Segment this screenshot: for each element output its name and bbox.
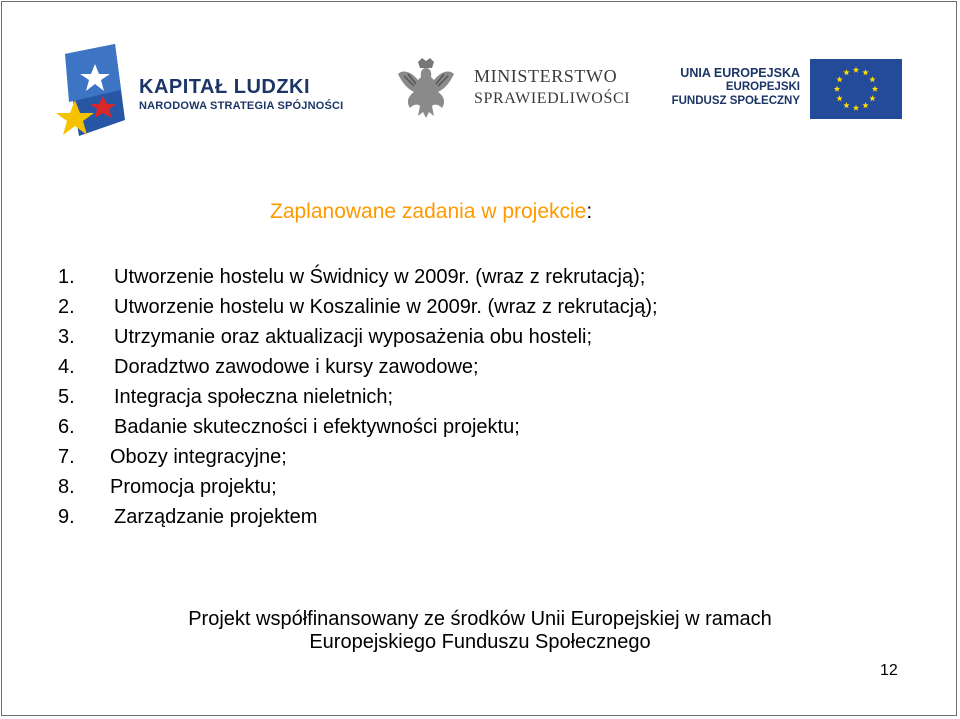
footer-line2: Europejskiego Funduszu Społecznego bbox=[309, 631, 651, 653]
list-item-number: 3. bbox=[58, 325, 75, 348]
task-list bbox=[58, 262, 658, 532]
eu-line1: UNIA EUROPEJSKA bbox=[680, 66, 800, 80]
list-item-number: 4. bbox=[58, 355, 75, 378]
list-item bbox=[58, 292, 658, 322]
list-item-number: 8. bbox=[58, 475, 75, 498]
page-number: 12 bbox=[880, 662, 898, 679]
polish-eagle-icon bbox=[396, 58, 456, 122]
list-item bbox=[58, 322, 658, 352]
list-item-text: Promocja projektu; bbox=[110, 475, 277, 498]
list-item-text: Badanie skuteczności i efektywności projektu; bbox=[114, 415, 520, 438]
eu-line2: EUROPEJSKI bbox=[725, 81, 800, 93]
list-item-text: Integracja społeczna nieletnich; bbox=[114, 385, 394, 408]
list-item bbox=[58, 262, 658, 292]
list-item bbox=[58, 412, 658, 442]
list-item-number: 1. bbox=[58, 265, 75, 288]
eu-line3: FUNDUSZ SPOŁECZNY bbox=[671, 95, 800, 107]
list-item-number: 2. bbox=[58, 295, 75, 318]
heading-colon: : bbox=[586, 200, 593, 223]
list-item-text: Utworzenie hostelu w Koszalinie w 2009r. (wraz z rekrutacją); bbox=[114, 295, 658, 318]
funding-footer bbox=[0, 608, 960, 654]
ministry-line1: MINISTERSTWO bbox=[474, 66, 618, 86]
kapital-ludzki-subtitle: NARODOWA STRATEGIA SPÓJNOŚCI bbox=[139, 100, 344, 112]
ministry-line2: SPRAWIEDLIWOŚCI bbox=[474, 90, 631, 107]
list-item-number: 9. bbox=[58, 505, 75, 528]
list-item bbox=[58, 442, 658, 472]
list-item-text: Utrzymanie oraz aktualizacji wyposażenia obu hosteli; bbox=[114, 325, 593, 348]
list-item-text: Zarządzanie projektem bbox=[114, 505, 318, 528]
slide-heading bbox=[270, 200, 592, 224]
list-item-text: Utworzenie hostelu w Świdnicy w 2009r. (wraz z rekrutacją); bbox=[114, 265, 646, 288]
list-item-number: 7. bbox=[58, 445, 75, 468]
list-item bbox=[58, 382, 658, 412]
list-item-number: 5. bbox=[58, 385, 75, 408]
kapital-ludzki-title: KAPITAŁ LUDZKI bbox=[139, 76, 311, 98]
list-item-text: Obozy integracyjne; bbox=[110, 445, 287, 468]
eu-flag-icon bbox=[810, 59, 902, 119]
list-item bbox=[58, 352, 658, 382]
list-item bbox=[58, 472, 658, 502]
footer-line1: Projekt współfinansowany ze środków Unii Europejskiej w ramach bbox=[188, 608, 772, 630]
list-item bbox=[58, 502, 658, 532]
list-item-number: 6. bbox=[58, 415, 75, 438]
heading-text: Zaplanowane zadania w projekcie bbox=[270, 200, 587, 223]
list-item-text: Doradztwo zawodowe i kursy zawodowe; bbox=[114, 355, 479, 378]
